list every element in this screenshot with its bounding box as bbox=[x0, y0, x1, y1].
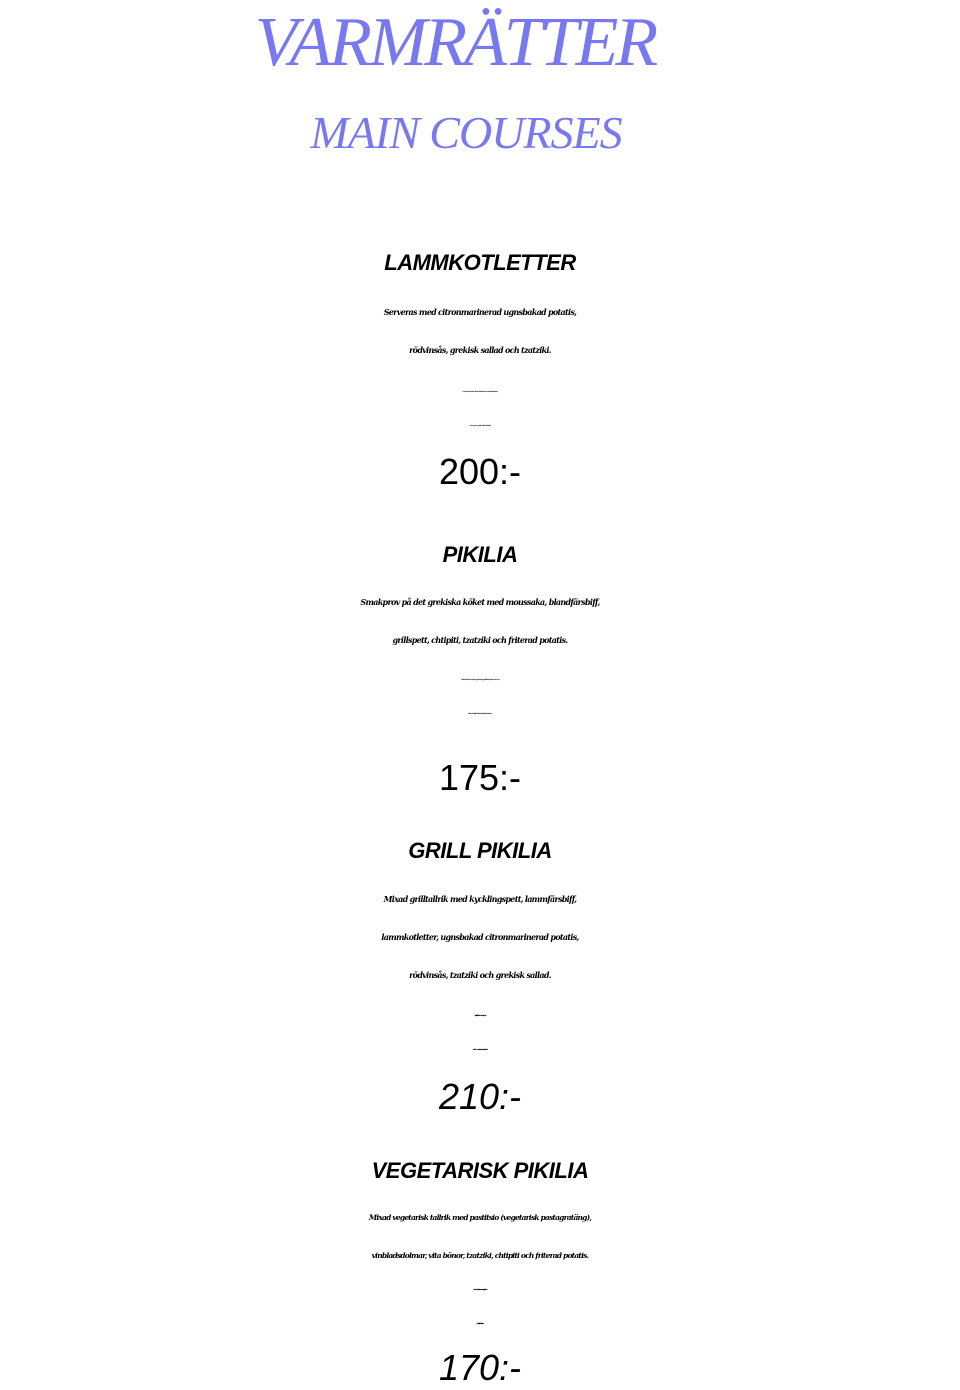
description-line: Mixed plate with moussaka, greek burger, grilled loin of pork on a skewer, bbox=[460, 679, 500, 681]
menu-header bbox=[0, 0, 960, 170]
dish-description-english bbox=[0, 663, 960, 731]
description-line: Serveras med citronmarinerad ugnsbakad potatis, bbox=[383, 307, 577, 317]
dish-name: GRILL PIKILIA bbox=[408, 838, 552, 863]
description-line: Lamb chops served with oven baked lemon marinated potatoes, bbox=[462, 391, 498, 393]
description-line: vinbladsdolmar, vita bönor, tzatziki, chtipiti och friterad potatis. bbox=[371, 1251, 589, 1260]
dish-grill-pikilia bbox=[0, 826, 960, 876]
description-line: lammkotletter, ugnsbakad citronmarinerad potatis, bbox=[381, 932, 579, 942]
dish-description-english bbox=[0, 375, 960, 443]
description-line: giant beans, tzatziki, chtipiti, and deep-fried potatoes. bbox=[476, 1324, 484, 1325]
menu-subtitle: MAIN COURSES bbox=[310, 107, 622, 158]
dish-vegetarisk-pikilia bbox=[0, 1146, 960, 1196]
description-line: Mixad grilltallrik med kycklingspett, lammfärsbiff, bbox=[383, 894, 577, 904]
dish-price: 175:- bbox=[438, 757, 522, 798]
dish-name: LAMMKOTLETTER bbox=[384, 250, 576, 275]
description-line: rödvinsås, tzatziki och grekisk sallad. bbox=[409, 970, 551, 980]
dish-description-english bbox=[0, 1274, 960, 1342]
dish-price: 170:- bbox=[438, 1347, 522, 1388]
dish-description-swedish bbox=[0, 583, 960, 659]
description-line: oven baked lemon marinated potatoes, red wine sauce, tzatziki and greek salad. bbox=[472, 1050, 488, 1051]
dish-name: PIKILIA bbox=[442, 542, 518, 567]
dish-price: 210:- bbox=[438, 1076, 522, 1117]
dish-description-swedish bbox=[0, 293, 960, 369]
dish-lammkotletter bbox=[0, 238, 960, 288]
description-line: Mixad vegetarisk tallrik med pastitsio (vegetarisk pastagratäng), bbox=[368, 1213, 592, 1222]
dish-name: VEGETARISK PIKILIA bbox=[371, 1158, 589, 1183]
description-line: Vegetarian mixed plate with pastitsio (vegetarian pasta au gratin), stuffed grape leaves, bbox=[473, 1290, 487, 1291]
description-line: lettuce, chtipiti, tzatziki and deep-fried potatoes. bbox=[468, 713, 492, 715]
description-line: Smakprov på det grekiska köket med moussaka, blandfärsbiff, bbox=[360, 597, 600, 607]
dish-pikilia bbox=[0, 530, 960, 580]
menu-title: VARMRÄTTER bbox=[254, 4, 656, 81]
dish-price: 200:- bbox=[438, 451, 522, 492]
description-line: grillspett, chtipiti, tzatziki och friterad potatis. bbox=[392, 635, 568, 645]
description-line: red wine sauce, greek salad and tzatziki. bbox=[469, 425, 491, 427]
dish-description-english bbox=[0, 1000, 960, 1068]
dish-description-swedish bbox=[0, 1199, 960, 1275]
description-line: rödvinsås, grekisk sallad och tzatziki. bbox=[409, 345, 551, 355]
dish-description-swedish bbox=[0, 880, 960, 994]
description-line: Mixed grill plate with fillet of chicken on a skewer, lamb burger, lamb chops, bbox=[474, 1016, 486, 1017]
